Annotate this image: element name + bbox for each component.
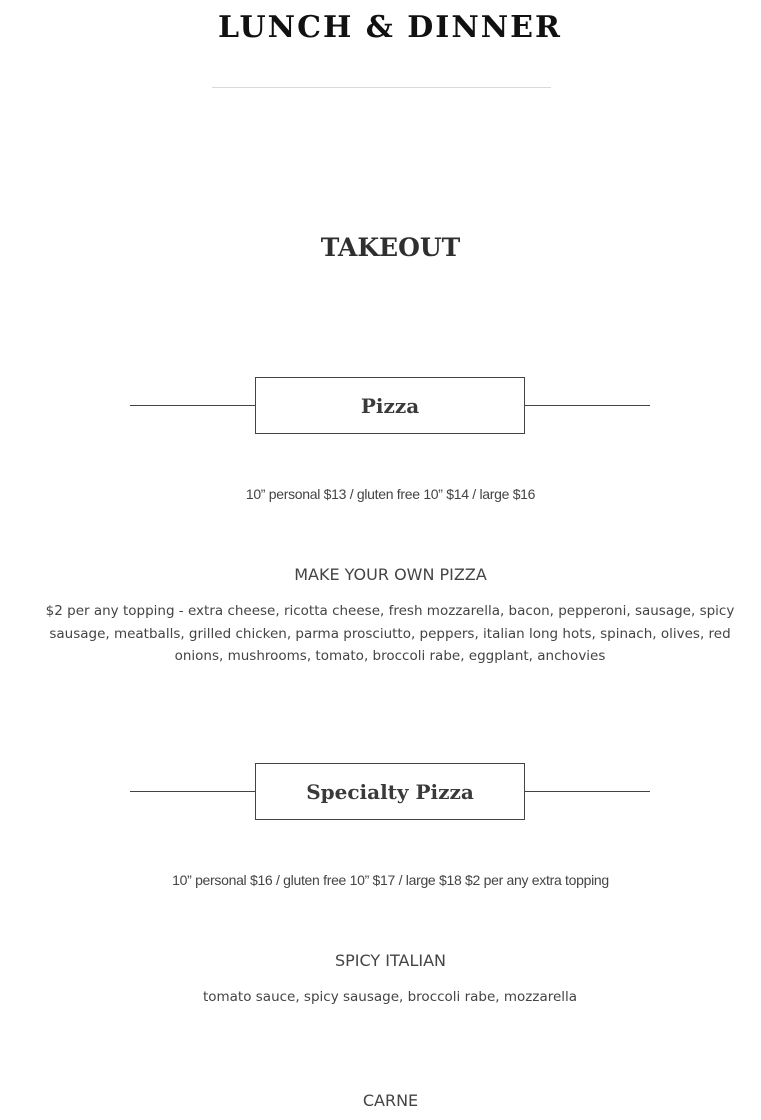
- banner-line-right: [525, 405, 650, 406]
- banner-line-left: [130, 791, 255, 792]
- item-name-carne: CARNE: [362, 1091, 419, 1110]
- banner-line-right: [525, 791, 650, 792]
- item-description-make-your-own-pizza: $2 per any topping - extra cheese, ricotta cheese, fresh mozzarella, bacon, pepperoni, sausage, spicy sausage, meatballs, grilled chicken, parma prosciutto, peppers, italian long hots, spinach, olives, red onions, mushrooms, tomato, broccoli rabe, eggplant, anchovies: [45, 603, 735, 664]
- specialty-pizza-pricing: 10” personal $16 / gluten free 10” $17 / large $18 $2 per any extra topping: [172, 872, 609, 888]
- section-banner-pizza: [130, 377, 650, 434]
- item-name-spicy-italian: SPICY ITALIAN: [334, 951, 446, 970]
- item-description-spicy-italian: tomato sauce, spicy sausage, broccoli rabe, mozzarella: [202, 989, 578, 1005]
- menu-heading: TAKEOUT: [320, 233, 461, 262]
- section-title-specialty-pizza: Specialty Pizza: [255, 763, 525, 820]
- title-divider: [212, 87, 551, 88]
- banner-line-left: [130, 405, 255, 406]
- page-title: LUNCH & DINNER: [218, 10, 562, 45]
- pizza-pricing: 10” personal $13 / gluten free 10” $14 / large $16: [245, 486, 536, 502]
- section-title-pizza: Pizza: [255, 377, 525, 434]
- item-name-make-your-own-pizza: MAKE YOUR OWN PIZZA: [294, 565, 487, 584]
- section-banner-specialty-pizza: [130, 763, 650, 820]
